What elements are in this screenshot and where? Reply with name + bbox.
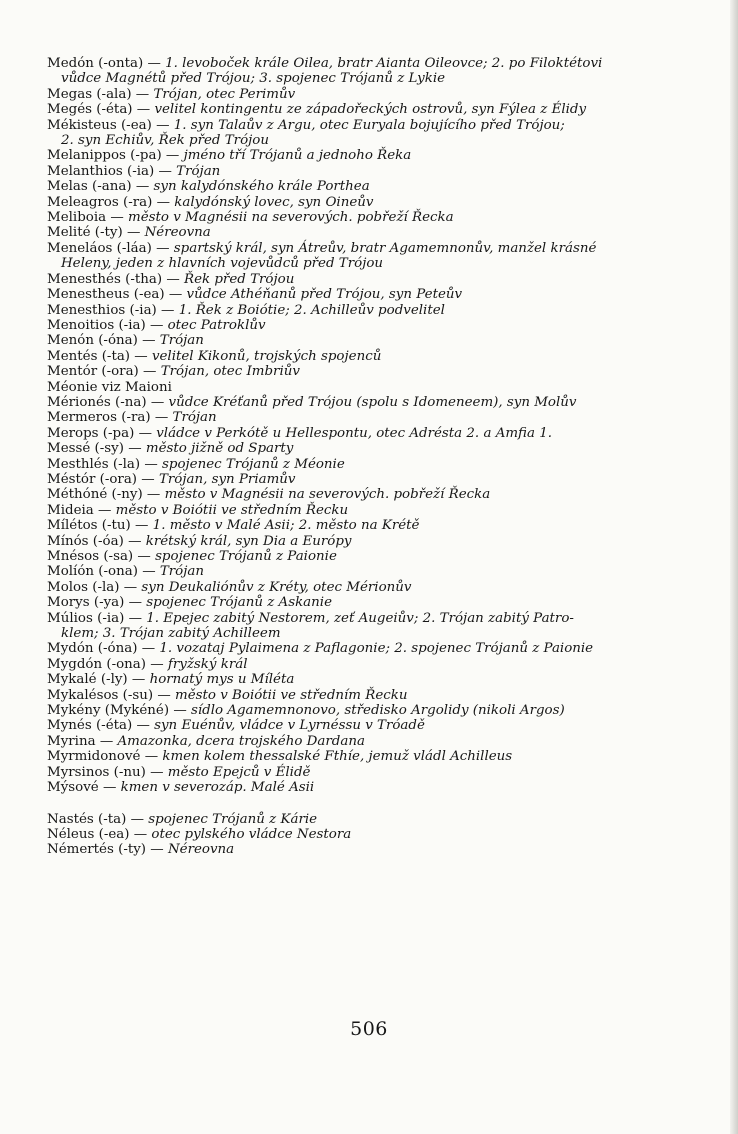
- entry-headword: Mentés (-ta): [47, 348, 131, 364]
- entry-definition-continued: vůdce Magnétů před Trójou; 3. spojenec Trójanů z Lykie: [61, 71, 446, 87]
- entry-headword: Mesthlés (-la): [47, 456, 141, 472]
- entry-headword: Myrsinos (-nu): [47, 764, 146, 780]
- entry-headword: Méonie viz Maioni: [47, 379, 172, 395]
- entry-dash: —: [93, 502, 116, 518]
- glossary-entry: [47, 87, 677, 102]
- glossary-entry: [47, 688, 677, 703]
- entry-dash: —: [143, 56, 166, 71]
- entry-headword: Merops (-pa): [47, 425, 135, 441]
- glossary-entry: [47, 364, 677, 379]
- entry-headword: Melanthios (-ia): [47, 163, 155, 179]
- glossary-entry: [47, 503, 677, 518]
- entry-headword: Mérionés (-na): [47, 394, 147, 410]
- entry-definition: Řek před Trójou: [183, 271, 295, 287]
- entry-dash: —: [106, 210, 129, 226]
- entry-dash: —: [162, 271, 184, 287]
- entry-dash: —: [140, 456, 162, 472]
- entry-dash: —: [132, 102, 155, 118]
- glossary-entry: [47, 472, 677, 487]
- entry-headword: Menesthios (-ia): [47, 302, 157, 318]
- entry-headword: Néleus (-ea): [47, 826, 130, 842]
- entry-headword: Molíón (-ona): [47, 564, 138, 580]
- entry-headword: Menestheus (-ea): [47, 287, 165, 303]
- entry-dash: —: [138, 364, 161, 380]
- entry-definition: sídlo Agamemnonovo, středisko Argolidy (nikoli Argos): [190, 703, 565, 719]
- entry-dash: —: [130, 518, 153, 534]
- entry-definition: spartský král, syn Átreův, bratr Agamemnonův, manžel krásné: [173, 240, 597, 256]
- entry-headword: Mydón (-óna): [47, 641, 138, 657]
- entry-dash: —: [169, 703, 191, 719]
- entry-dash: —: [119, 579, 142, 595]
- glossary-entry: [47, 595, 677, 610]
- entry-definition: hornatý mys u Míléta: [149, 672, 295, 688]
- entry-definition: kmen v severozáp. Malé Asii: [120, 780, 315, 796]
- entry-headword: Menoitios (-ia): [47, 317, 146, 333]
- entry-definition: 1. levoboček krále Oilea, bratr Aianta Oileovce; 2. po Filoktétovi: [165, 56, 603, 71]
- entry-headword: Nastés (-ta): [47, 811, 127, 827]
- entry-definition: jméno tří Trójanů a jednoho Řeka: [183, 148, 412, 164]
- entry-definition: spojenec Trójanů z Paionie: [155, 549, 337, 564]
- entry-headword: Mékisteus (-ea): [47, 117, 152, 133]
- entry-definition: vládce v Perkótě u Hellespontu, otec Adrésta 2. a Amfia 1.: [156, 425, 553, 441]
- entry-dash: —: [98, 780, 121, 796]
- glossary-entry: [47, 210, 677, 225]
- glossary-entry: [47, 457, 677, 472]
- glossary-entry: [47, 118, 677, 149]
- glossary-entry: [47, 765, 677, 780]
- glossary-entry: [47, 102, 677, 117]
- glossary-entry: [47, 812, 677, 827]
- entry-definition: město Epejců v Élidě: [167, 764, 311, 780]
- entry-definition: Trójan: [172, 410, 217, 426]
- entry-headword: Mynés (-éta): [47, 718, 133, 734]
- entry-definition: 1. Řek z Boiótie; 2. Achilleův podvelitel: [178, 302, 445, 318]
- entry-headword: Meneláos (-láa): [47, 240, 152, 256]
- entry-dash: —: [127, 672, 150, 688]
- glossary-entry: [47, 718, 677, 733]
- page-number: 506: [350, 1018, 388, 1040]
- entry-headword: Melité (-ty): [47, 225, 123, 241]
- entry-definition: Trójan, syn Priamův: [158, 471, 296, 487]
- entry-definition-continued: Heleny, jeden z hlavních vojevůdců před Trójou: [61, 256, 384, 272]
- entry-definition: 1. Epejec zabitý Nestorem, zeť Augeiův; 2. Trójan zabitý Patro-: [146, 610, 574, 626]
- entry-headword: Mideia: [47, 502, 94, 518]
- entry-headword: Mykény (Mykéné): [47, 703, 170, 719]
- glossary-entry: [47, 349, 677, 364]
- entry-dash: —: [145, 317, 168, 333]
- entry-headword: Melanippos (-pa): [47, 148, 162, 164]
- entry-definition: Néreovna: [144, 225, 211, 241]
- entry-dash: —: [131, 86, 154, 102]
- entry-dash: —: [95, 733, 118, 749]
- entry-headword: Mýsové: [47, 780, 99, 796]
- glossary-entry: [47, 179, 677, 194]
- glossary-entry: [47, 703, 677, 718]
- glossary-entries: [47, 56, 677, 858]
- entry-headword: Medón (-onta): [47, 56, 144, 71]
- entry-definition: fryžský král: [167, 656, 248, 672]
- entry-definition: Néreovna: [167, 842, 235, 858]
- entry-dash: —: [137, 471, 159, 487]
- entry-headword: Messé (-sy): [47, 441, 124, 457]
- glossary-entry: [47, 580, 677, 595]
- glossary-entry: [47, 641, 677, 656]
- entry-definition: Trójan: [159, 564, 204, 580]
- entry-definition: Trójan, otec Imbriův: [160, 364, 300, 380]
- entry-headword: Mentór (-ora): [47, 364, 139, 380]
- entry-definition: spojenec Trójanů z Askanie: [146, 595, 333, 611]
- entry-definition: 1. vozataj Pylaimena z Paflagonie; 2. spojenec Trójanů z Paionie: [159, 641, 594, 657]
- glossary-entry: [47, 441, 677, 456]
- glossary-entry: [47, 318, 677, 333]
- entry-dash: —: [126, 811, 149, 827]
- entry-headword: Méstór (-ora): [47, 471, 138, 487]
- glossary-entry: [47, 410, 677, 425]
- entry-group-m: [47, 56, 677, 796]
- entry-definition: město v Magnésii na severových. pobřeží Řecka: [128, 210, 454, 226]
- entry-headword: Mínós (-óa): [47, 533, 124, 549]
- entry-dash: —: [123, 533, 146, 549]
- entry-definition: město v Boiótii ve středním Řecku: [175, 687, 408, 703]
- entry-dash: —: [132, 718, 155, 734]
- entry-dash: —: [151, 240, 174, 256]
- glossary-entry: [47, 611, 677, 642]
- entry-definition: Trójan, otec Perimův: [153, 86, 296, 102]
- entry-dash: —: [137, 564, 160, 580]
- entry-dash: —: [161, 148, 184, 164]
- entry-definition-continued: klem; 3. Trójan zabitý Achilleem: [61, 626, 281, 642]
- entry-headword: Múlios (-ia): [47, 610, 125, 626]
- entry-definition: město v Boiótii ve středním Řecku: [115, 502, 349, 518]
- entry-definition: vůdce Athéňanů před Trójou, syn Peteův: [186, 287, 463, 303]
- glossary-entry: [47, 303, 677, 318]
- entry-dash: —: [151, 117, 174, 133]
- entry-dash: —: [156, 302, 179, 318]
- entry-headword: Némertés (-ty): [47, 842, 147, 858]
- entry-dash: —: [145, 764, 168, 780]
- glossary-entry: [47, 534, 677, 549]
- entry-headword: Melas (-ana): [47, 179, 132, 195]
- entry-dash: —: [133, 549, 156, 564]
- entry-headword: Myrmidonové: [47, 749, 141, 765]
- glossary-entry: [47, 842, 677, 857]
- glossary-entry: [47, 380, 677, 395]
- entry-definition: 1. město v Malé Asii; 2. město na Krétě: [152, 518, 420, 534]
- entry-headword: Megés (-éta): [47, 102, 133, 118]
- entry-headword: Mermeros (-ra): [47, 410, 151, 426]
- glossary-entry: [47, 148, 677, 163]
- entry-group-n: [47, 812, 677, 858]
- entry-headword: Mykalésos (-su): [47, 687, 154, 703]
- glossary-entry: [47, 241, 677, 272]
- entry-definition: kalydónský lovec, syn Oineův: [174, 194, 374, 210]
- entry-definition: Trójan: [159, 333, 204, 349]
- entry-dash: —: [142, 487, 165, 503]
- entry-definition: syn Deukaliónův z Kréty, otec Mérionův: [141, 579, 412, 595]
- entry-definition: velitel kontingentu ze západořeckých ostrovů, syn Fýlea z Élidy: [154, 102, 587, 118]
- entry-headword: Mygdón (-ona): [47, 656, 147, 672]
- entry-dash: —: [129, 826, 152, 842]
- entry-dash: —: [124, 610, 147, 626]
- entry-definition-continued: 2. syn Echiův, Řek před Trójou: [61, 133, 269, 149]
- glossary-entry: [47, 827, 677, 842]
- entry-headword: Mykalé (-ly): [47, 672, 128, 688]
- entry-definition: vůdce Kréťanů před Trójou (spolu s Idomeneem), syn Molův: [168, 394, 577, 410]
- entry-definition: spojenec Trójanů z Méonie: [162, 456, 345, 472]
- glossary-entry: [47, 564, 677, 579]
- glossary-entry: [47, 734, 677, 749]
- entry-dash: —: [154, 163, 177, 179]
- glossary-entry: [47, 518, 677, 533]
- glossary-entry: [47, 195, 677, 210]
- entry-definition: otec Patroklův: [167, 317, 266, 333]
- glossary-entry: [47, 333, 677, 348]
- entry-definition: krétský král, syn Dia a Európy: [145, 533, 352, 549]
- glossary-entry: [47, 225, 677, 240]
- entry-dash: —: [152, 194, 175, 210]
- entry-dash: —: [122, 225, 145, 241]
- entry-dash: —: [150, 410, 173, 426]
- entry-definition: město v Magnésii na severových. pobřeží Řecka: [164, 487, 491, 503]
- entry-dash: —: [146, 394, 169, 410]
- entry-definition: syn kalydónského krále Porthea: [153, 179, 370, 195]
- entry-dash: —: [131, 179, 154, 195]
- entry-headword: Molos (-la): [47, 579, 120, 595]
- entry-dash: —: [134, 425, 157, 441]
- entry-headword: Méthóné (-ny): [47, 487, 143, 503]
- entry-dash: —: [137, 333, 160, 349]
- entry-definition: Amazonka, dcera trojského Dardana: [117, 733, 365, 749]
- glossary-entry: [47, 749, 677, 764]
- entry-headword: Myrina: [47, 733, 96, 749]
- entry-definition: 1. syn Talaův z Argu, otec Euryala bojujícího před Trójou;: [173, 117, 565, 133]
- entry-definition: velitel Kikonů, trojských spojenců: [151, 348, 382, 364]
- entry-definition: spojenec Trójanů z Kárie: [148, 811, 318, 827]
- entry-headword: Megas (-ala): [47, 86, 132, 102]
- glossary-entry: [47, 780, 677, 795]
- entry-headword: Menesthés (-tha): [47, 271, 163, 287]
- glossary-entry: [47, 657, 677, 672]
- glossary-entry: [47, 272, 677, 287]
- entry-definition: Trójan: [176, 163, 221, 179]
- entry-definition: syn Euénův, vládce v Lyrnéssu v Tróadě: [154, 718, 425, 734]
- entry-headword: Morys (-ya): [47, 595, 125, 611]
- entry-dash: —: [164, 287, 187, 303]
- entry-dash: —: [124, 595, 147, 611]
- glossary-entry: [47, 426, 677, 441]
- glossary-entry: [47, 672, 677, 687]
- glossary-entry: [47, 549, 677, 564]
- entry-headword: Mílétos (-tu): [47, 518, 131, 534]
- entry-headword: Mnésos (-sa): [47, 549, 134, 564]
- section-gap: [47, 796, 677, 812]
- entry-dash: —: [130, 348, 152, 364]
- entry-headword: Menón (-óna): [47, 333, 138, 349]
- glossary-entry: [47, 287, 677, 302]
- glossary-entry: [47, 487, 677, 502]
- entry-dash: —: [146, 842, 168, 858]
- page-edge-shadow: [730, 0, 738, 1134]
- entry-dash: —: [153, 687, 176, 703]
- entry-headword: Meliboia: [47, 210, 107, 226]
- entry-definition: kmen kolem thessalské Fthíe, jemuž vládl Achilleus: [162, 749, 513, 765]
- glossary-entry: [47, 56, 677, 87]
- entry-definition: otec pylského vládce Nestora: [151, 826, 352, 842]
- entry-dash: —: [137, 641, 160, 657]
- glossary-entry: [47, 395, 677, 410]
- entry-dash: —: [140, 749, 163, 765]
- entry-headword: Meleagros (-ra): [47, 194, 153, 210]
- entry-dash: —: [146, 656, 168, 672]
- entry-definition: město jižně od Sparty: [145, 441, 294, 457]
- entry-dash: —: [123, 441, 146, 457]
- glossary-entry: [47, 164, 677, 179]
